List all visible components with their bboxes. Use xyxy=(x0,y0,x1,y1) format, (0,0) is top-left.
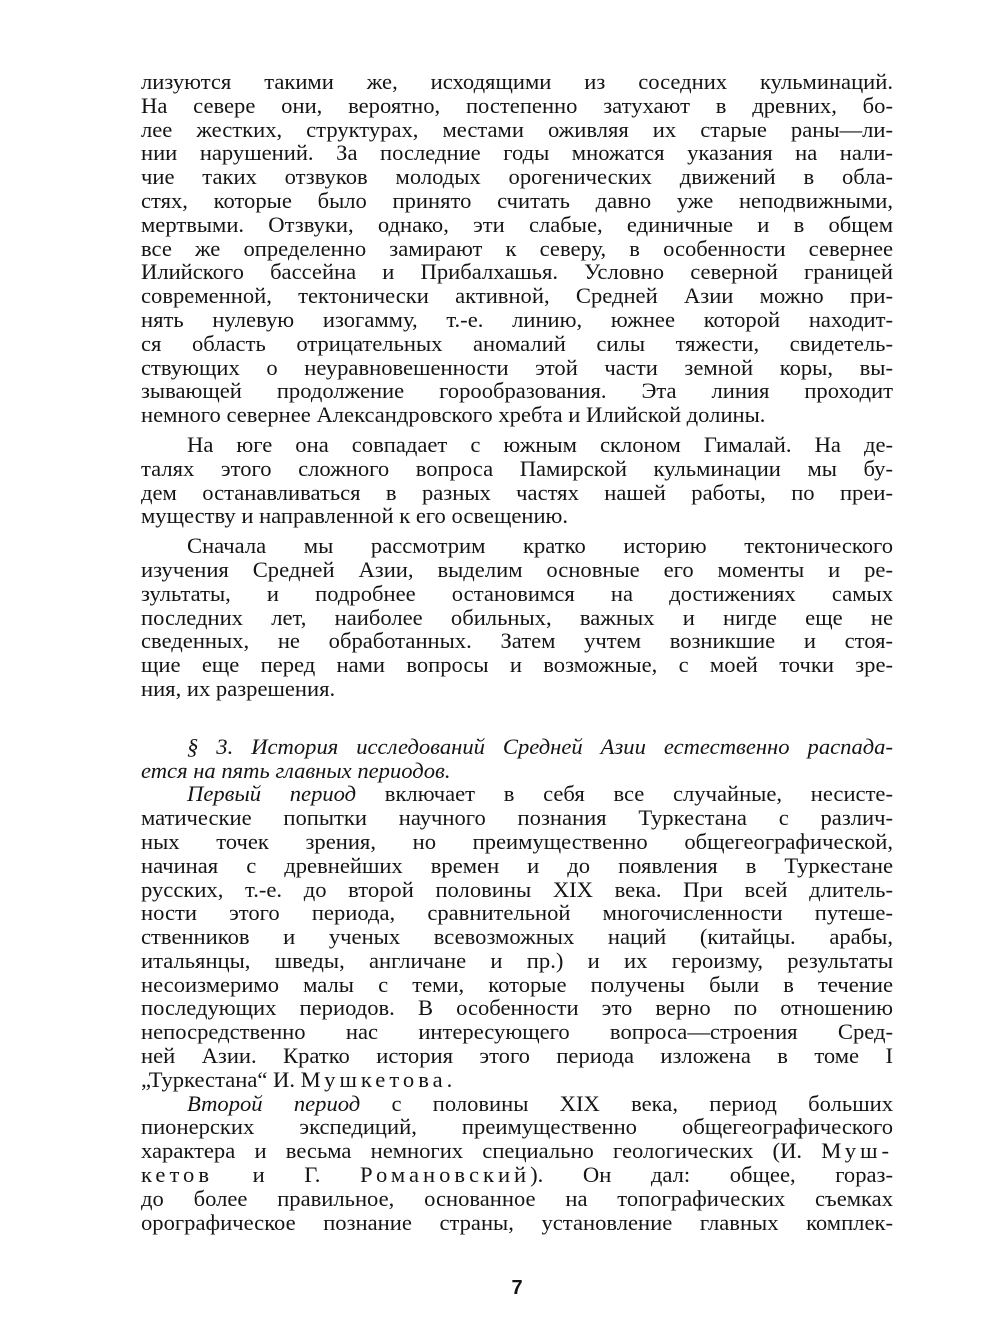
text-line: стях, которые было принято считать давно уже неподвижными, xyxy=(141,187,893,213)
page-number: 7 xyxy=(511,1277,523,1299)
text-line: ных точек зрения, но преимущественно общегеографической, xyxy=(141,828,893,854)
author-name: Мушкетова xyxy=(300,1066,447,1092)
text-line: щие еще перед нами вопросы и возможные, с моей точки зре- xyxy=(141,652,893,678)
period-lead: Второй период xyxy=(187,1090,361,1116)
text-line: непосредственно нас интересующего вопроса—строения Сред- xyxy=(141,1019,893,1045)
text-line: ния, их разрешения. xyxy=(141,675,336,701)
paragraph-second-period xyxy=(141,1092,893,1235)
paragraph-first-period xyxy=(141,782,893,1091)
text-line: На севере они, вероятно, постепенно затухают в древних, бо- xyxy=(141,92,893,118)
text-line: талях этого сложного вопроса Памирской кульминации мы бу- xyxy=(141,455,893,481)
section-heading-line: ется на пять главных периодов. xyxy=(141,757,451,783)
author-name: Романовский xyxy=(359,1162,531,1188)
text-line: сведенных, не обработанных. Затем учтем возникшие и стоя- xyxy=(141,628,893,654)
text-line: немного севернее Александровского хребта и Илийской долины. xyxy=(141,402,766,428)
text-line: лизуются такими же, исходящими из соседних кульминаций. xyxy=(141,69,893,94)
text-line: до более правильное, основанное на топографических съемках xyxy=(141,1185,893,1211)
text-run: . xyxy=(446,1066,453,1092)
text-run: включает в себя все случайные, несисте- xyxy=(356,781,893,807)
text-line: ственников и ученых всевозможных наций (китайцы. арабы, xyxy=(141,924,893,950)
text-line: чие таких отзвуков молодых орогенических движений в обла- xyxy=(141,164,893,190)
text-line: матические попытки научного познания Туркестана с различ- xyxy=(141,805,893,831)
text-line: последующих периодов. В особенности это верно по отношению xyxy=(141,995,893,1021)
text-line: дем останавливаться в разных частях нашей работы, по преи- xyxy=(141,479,893,505)
text-line: ней Азии. Кратко история этого периода изложена в томе I xyxy=(141,1043,893,1069)
text-run: „Туркестана“ И. xyxy=(141,1066,301,1092)
paragraph-intro xyxy=(141,70,893,427)
text-line: начиная с древнейших времен и до появления в Туркестане xyxy=(141,852,893,878)
author-name: Муш- xyxy=(821,1138,893,1164)
text-run: ). Он дал: общее, гораз- xyxy=(530,1162,893,1188)
paragraph-south-boundary xyxy=(141,433,893,528)
text-line: последних лет, наиболее обильных, важных и нигде еще не xyxy=(141,604,893,630)
text-line: лее жестких, структурах, местами оживляя их старые раны—ли- xyxy=(141,116,893,142)
text-line: орографическое познание страны, установление главных комплек- xyxy=(141,1209,893,1235)
text-run: характера и весьма немногих специально геологических (И. xyxy=(141,1138,822,1164)
text-line: все же определенно замирают к северу, в особенности севернее xyxy=(141,235,893,261)
text-line: современной, тектонически активной, Средней Азии можно при- xyxy=(141,283,893,309)
section-heading-line: § 3. История исследований Средней Азии естественно распада- xyxy=(187,733,893,759)
text-line: ности этого периода, сравнительной многочисленности путеше- xyxy=(141,900,893,926)
text-line: нии нарушений. За последние годы множатся указания на нали- xyxy=(141,140,893,166)
text-line xyxy=(141,1092,893,1116)
text-run: и Г. xyxy=(212,1162,360,1188)
text-line xyxy=(141,1068,893,1092)
section-heading xyxy=(141,735,893,783)
text-line: несоизмеримо малы с теми, которые получены были в течение xyxy=(141,971,893,997)
text-line: ся область отрицательных аномалий силы тяжести, свидетель- xyxy=(141,330,893,356)
text-line: Сначала мы рассмотрим кратко историю тектонического xyxy=(187,533,893,559)
text-line xyxy=(141,782,893,806)
document-page xyxy=(141,70,893,1310)
period-lead: Первый период xyxy=(187,781,357,807)
paragraph-plan xyxy=(141,534,893,701)
text-line: На юге она совпадает с южным склоном Гималай. На де- xyxy=(187,431,893,457)
text-line: Илийского бассейна и Прибалхашья. Условно северной границей xyxy=(141,259,893,285)
text-line: ствующих о неуравновешенности этой части земной коры, вы- xyxy=(141,354,893,380)
text-line: зультаты, и подробнее остановимся на достижениях самых xyxy=(141,580,893,606)
text-line: зывающей продолжение горообразования. Эта линия проходит xyxy=(141,378,893,404)
text-line: итальянцы, шведы, англичане и пр.) и их героизму, результаты xyxy=(141,947,893,973)
text-line: русских, т.-е. до второй половины XIX века. При всей длитель- xyxy=(141,876,893,902)
text-line: пионерских экспедиций, преимущественно общегеографического xyxy=(141,1114,893,1140)
text-line: муществу и направленной к его освещению. xyxy=(141,503,569,529)
text-line: изучения Средней Азии, выделим основные его моменты и ре- xyxy=(141,556,893,582)
text-line xyxy=(141,1163,893,1187)
text-run: с половины XIX века, период больших xyxy=(360,1090,893,1116)
text-line: мертвыми. Отзвуки, однако, эти слабые, единичные и в общем xyxy=(141,211,893,237)
text-line xyxy=(141,1139,893,1163)
author-name: кетов xyxy=(141,1162,213,1188)
text-line: нять нулевую изогамму, т.-е. линию, южнее которой находит- xyxy=(141,306,893,332)
